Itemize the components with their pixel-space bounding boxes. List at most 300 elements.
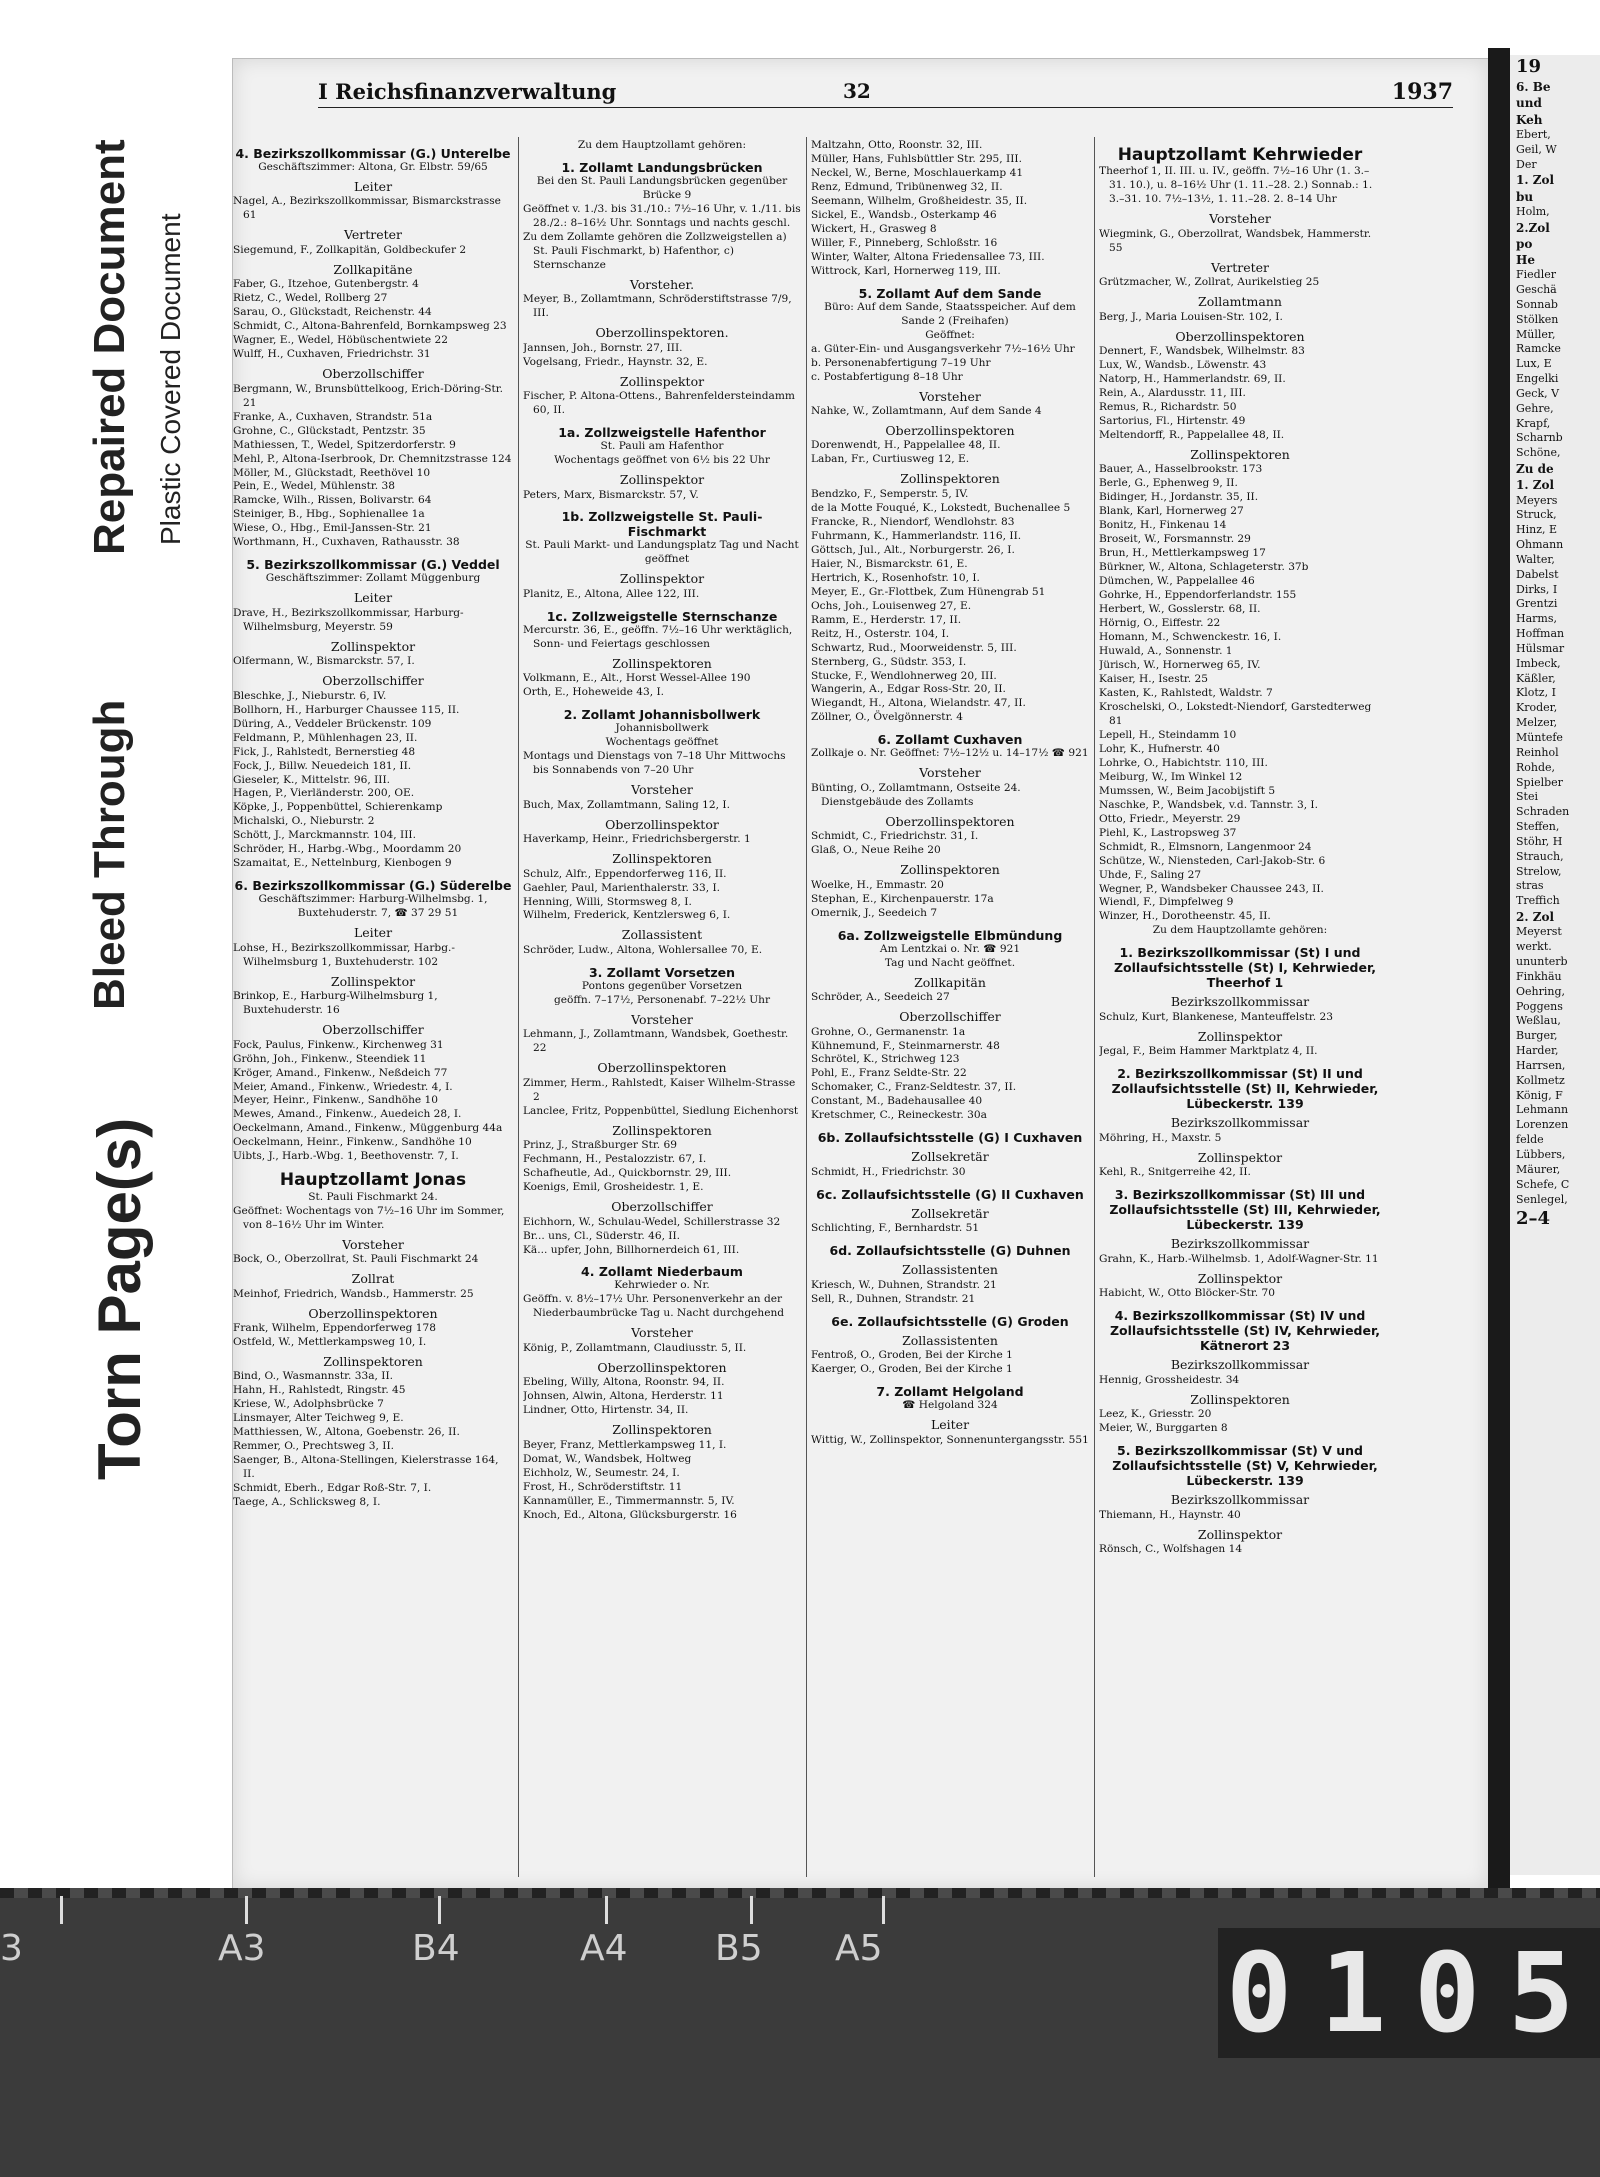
adjacent-page-text: Imbeck,	[1516, 656, 1561, 670]
directory-entry: Fechmann, H., Pestalozzistr. 67, I.	[523, 1153, 707, 1166]
directory-entry: Wickert, H., Grasweg 8	[811, 222, 937, 235]
office-info: geöffn. 7–17½, Personenabf. 7–22½ Uhr	[553, 993, 771, 1006]
office-info: Wochentags geöffnet von 6½ bis 22 Uhr	[554, 454, 770, 467]
role-heading: Zollinspektor	[619, 571, 705, 587]
directory-entry: Lehmann, J., Zollamtmann, Wandsbek, Goethestr. 22	[523, 1028, 789, 1055]
adjacent-page-text: Spielber	[1516, 775, 1563, 789]
role-heading: Vorsteher	[919, 388, 981, 404]
directory-entry: Zimmer, Herm., Rahlstedt, Kaiser Wilhelm-Strasse 2	[523, 1076, 796, 1103]
role-heading: Leiter	[930, 1417, 970, 1433]
role-heading: Zollinspektor	[619, 472, 705, 487]
directory-entry: Sarau, O., Glückstadt, Reichenstr. 44	[233, 306, 432, 319]
adjacent-page-text: po	[1516, 236, 1533, 251]
office-heading: 5. Bezirkszollkommissar (G.) Veddel	[246, 557, 500, 573]
directory-entry: Wagner, E., Wedel, Höbüschentwiete 22	[233, 334, 448, 347]
directory-entry: Bünting, O., Zollamtmann, Ostseite 24. Dienstgebäude des Zollamts	[811, 781, 1021, 808]
frame-counter	[1218, 1928, 1600, 2058]
office-info: Geschäftszimmer: Harburg-Wilhelmsbg. 1, Buxtehuderstr. 7, ☎ 37 29 51	[258, 893, 488, 920]
adjacent-page-text: Mäurer,	[1516, 1162, 1561, 1176]
directory-entry: Kriesch, W., Duhnen, Strandstr. 21	[811, 1278, 997, 1291]
role-heading: Oberzollinspektoren	[597, 1359, 727, 1375]
directory-entry: Düring, A., Veddeler Brückenstr. 109	[233, 717, 432, 730]
role-heading: Vertreter	[343, 227, 403, 243]
directory-entry: Nahke, W., Zollamtmann, Auf dem Sande 4	[811, 405, 1042, 417]
directory-entry: Laban, Fr., Curtiusweg 12, E.	[811, 453, 970, 466]
directory-entry: Grohne, O., Germanenstr. 1a	[811, 1025, 966, 1038]
adjacent-page-text: Ramcke	[1516, 342, 1561, 356]
directory-entry: Mathiessen, T., Wedel, Spitzerdorferstr. 9	[233, 438, 456, 451]
office-info: Bei den St. Pauli Landungsbrücken gegenüber Brücke 9	[536, 174, 788, 201]
adjacent-page-text: Grentzi	[1516, 597, 1558, 611]
directory-entry: Meyer, E., Gr.-Flottbek, Zum Hünengrab 51	[811, 585, 1046, 598]
column-divider	[806, 137, 807, 1877]
directory-entry: Bauer, A., Hasselbrookstr. 173	[1099, 463, 1263, 476]
office-heading: 1. Bezirkszollkommissar (St) I und Zollaufsichtsstelle (St) I, Kehrwieder, Theerhof 1	[1113, 945, 1377, 991]
directory-entry: Beyer, Franz, Mettlerkampsweg 11, I.	[523, 1438, 727, 1451]
adjacent-page-text: Ohmann	[1516, 538, 1564, 552]
directory-entry: Sell, R., Duhnen, Strandstr. 21	[811, 1292, 976, 1305]
film-label: B5	[715, 1928, 763, 1969]
directory-entry: Gohrke, H., Eppendorferlandstr. 155	[1099, 589, 1297, 602]
office-heading: 6c. Zollaufsichtsstelle (G) II Cuxhaven	[816, 1186, 1084, 1202]
directory-entry: Taege, A., Schlicksweg 8, I.	[233, 1496, 381, 1509]
role-heading: Zollkapitän	[914, 974, 986, 990]
directory-entry: Lohr, K., Hufnerstr. 40	[1099, 742, 1220, 755]
role-heading: Zollinspektoren	[323, 1353, 423, 1369]
column-divider	[518, 137, 519, 1877]
adjacent-page-text: 2. Zol	[1516, 910, 1555, 925]
directory-entry: Hennig, Grossheidestr. 34	[1099, 1373, 1240, 1386]
directory-entry: Schlichting, F., Bernhardstr. 51	[811, 1222, 980, 1235]
role-heading: Oberzollschiffer	[322, 673, 424, 689]
directory-entry: Leez, K., Griesstr. 20	[1099, 1408, 1212, 1421]
office-info: Kehrwieder o. Nr.	[614, 1279, 710, 1292]
adjacent-page-text: Scharnb	[1516, 431, 1563, 445]
role-heading: Oberzollschiffer	[322, 366, 424, 382]
directory-entry: Bind, O., Wasmannstr. 33a, II.	[233, 1370, 394, 1383]
office-info: Geschäftszimmer: Zollamt Müggenburg	[265, 572, 481, 585]
counter-digit: 0	[1226, 1929, 1293, 2057]
adjacent-page-text: 2–4	[1516, 1208, 1551, 1230]
office-heading: 1b. Zollzweigstelle St. Pauli-Fischmarkt	[561, 509, 763, 540]
directory-entry: Kaerger, O., Groden, Bei der Kirche 1	[811, 1363, 1013, 1376]
office-info: Geschäftszimmer: Altona, Gr. Elbstr. 59/65	[258, 161, 488, 173]
directory-entry: Orth, E., Hoheweide 43, I.	[523, 686, 665, 699]
role-heading: Zollinspektoren	[900, 471, 1000, 487]
directory-entry: c. Postabfertigung 8–18 Uhr	[811, 370, 963, 383]
adjacent-page-text: 1. Zol	[1516, 478, 1555, 493]
role-heading: Zollinspektoren	[612, 1122, 712, 1138]
adjacent-page-text: Hülsmar	[1516, 641, 1565, 655]
directory-entry: Stucke, F., Wendlohnerweg 20, III.	[811, 669, 997, 682]
directory-entry: Grützmacher, W., Zollrat, Aurikelstieg 25	[1099, 276, 1320, 289]
adjacent-page-text: Lübbers,	[1516, 1147, 1566, 1161]
directory-entry: Meyer, B., Zollamtmann, Schröderstiftstrasse 7/9, III.	[523, 293, 792, 320]
note-repaired-document: Repaired Document	[85, 139, 134, 555]
role-heading: Oberzollinspektoren	[885, 813, 1015, 829]
directory-entry: Herbert, W., Gosslerstr. 68, II.	[1099, 603, 1261, 616]
directory-entry: Kühnemund, F., Steinmarnerstr. 48	[811, 1039, 1000, 1052]
directory-entry: Wulff, H., Cuxhaven, Friedrichstr. 31	[233, 348, 431, 361]
directory-entry: Jannsen, Joh., Bornstr. 27, III.	[523, 341, 683, 354]
office-info: St. Pauli am Hafenthor	[600, 440, 724, 453]
adjacent-page-text: Keh	[1516, 112, 1543, 127]
office-heading: 3. Zollamt Vorsetzen	[588, 964, 736, 980]
adjacent-page-text: Weßlau,	[1516, 1014, 1561, 1028]
directory-entry: Nagel, A., Bezirkszollkommissar, Bismarckstrasse 61	[233, 195, 501, 222]
column-4	[1099, 139, 1381, 1869]
office-heading: 6. Bezirkszollkommissar (G.) Süderelbe	[234, 878, 512, 894]
office-info: ☎ Helgoland 324	[902, 1399, 998, 1412]
directory-entry: Homann, M., Schwenckestr. 16, I.	[1099, 631, 1282, 644]
film-label: A3	[218, 1928, 266, 1969]
directory-entry: Dorenwendt, H., Pappelallee 48, II.	[811, 439, 1001, 452]
directory-entry: Sartorius, Fl., Hirtenstr. 49	[1099, 415, 1246, 428]
directory-entry: Fentroß, O., Groden, Bei der Kirche 1	[811, 1349, 1013, 1362]
directory-entry: Haier, N., Bismarckstr. 61, E.	[811, 557, 968, 570]
directory-entry: Mewes, Amand., Finkenw., Auedeich 28, I.	[233, 1108, 462, 1121]
role-heading: Zollinspektoren	[900, 862, 1000, 878]
adjacent-page-text: Dirks, I	[1516, 582, 1558, 596]
directory-entry: Ramcke, Wilh., Rissen, Bolivarstr. 64	[233, 494, 432, 507]
directory-entry: Stephan, E., Kirchenpauerstr. 17a	[811, 892, 994, 905]
adjacent-page-text: Käßler,	[1516, 671, 1556, 685]
directory-entry: Michalski, O., Nieburstr. 2	[233, 815, 375, 828]
directory-entry: Schütze, W., Niensteden, Carl-Jakob-Str. 6	[1099, 854, 1326, 867]
directory-entry: Schulz, Alfr., Eppendorferweg 116, II.	[523, 867, 727, 880]
role-heading: Vorsteher	[342, 1236, 404, 1252]
role-heading: Zollrat	[351, 1271, 395, 1287]
office-heading: Hauptzollamt Kehrwieder	[1117, 145, 1363, 165]
role-heading: Zollinspektor	[330, 638, 416, 654]
directory-entry: Oeckelmann, Heinr., Finkenw., Sandhöhe 10	[233, 1136, 472, 1149]
directory-entry: Kaiser, H., Isestr. 25	[1099, 672, 1208, 685]
directory-entry: Hagen, P., Vierländerstr. 200, OE.	[233, 787, 415, 800]
directory-entry: Möller, M., Glückstadt, Reethövel 10	[233, 466, 431, 479]
role-heading: Bezirkszollkommissar	[1170, 1115, 1310, 1131]
directory-entry: Remmer, O., Prechtsweg 3, II.	[233, 1440, 395, 1453]
role-heading: Bezirkszollkommissar	[1170, 1236, 1310, 1252]
note-bleed-through: Bleed Through	[85, 699, 134, 1010]
directory-entry: Faber, G., Itzehoe, Gutenbergstr. 4	[233, 278, 419, 291]
adjacent-page-text: Poggens	[1516, 999, 1563, 1013]
directory-entry: Brinkop, E., Harburg-Wilhelmsburg 1, Buxtehuderstr. 16	[233, 990, 438, 1017]
adjacent-page-text: Oehring,	[1516, 984, 1566, 998]
adjacent-page-text: werkt.	[1516, 940, 1552, 954]
role-heading: Zollinspektor	[1197, 1270, 1283, 1286]
directory-entry: Montags und Dienstags von 7–18 Uhr Mittwochs bis Sonnabends von 7–20 Uhr	[523, 750, 786, 777]
page-header	[318, 79, 1453, 108]
role-heading: Vorsteher	[919, 765, 981, 781]
office-heading: 4. Zollamt Niederbaum	[581, 1264, 743, 1280]
adjacent-page-text: Gehre,	[1516, 401, 1554, 415]
directory-entry: Kannamüller, E., Timmermannstr. 5, IV.	[523, 1494, 735, 1507]
adjacent-page-text: Struck,	[1516, 508, 1557, 522]
role-heading: Zollinspektor	[1197, 1149, 1283, 1165]
directory-entry: Meyer, Heinr., Finkenw., Sandhöhe 10	[233, 1094, 439, 1107]
office-info: Tag und Nacht geöffnet.	[884, 956, 1016, 969]
directory-entry: Linsmayer, Alter Teichweg 9, E.	[233, 1412, 404, 1425]
adjacent-page-text: Dabelst	[1516, 567, 1559, 581]
role-heading: Zollkapitäne	[333, 261, 413, 277]
adjacent-page-text: Stei	[1516, 790, 1538, 804]
directory-entry: Berg, J., Maria Louisen-Str. 102, I.	[1099, 310, 1283, 323]
film-tick	[750, 1896, 753, 1924]
film-label: 3	[0, 1928, 23, 1969]
directory-entry: Rietz, C., Wedel, Rollberg 27	[233, 292, 388, 305]
film-tick	[438, 1896, 441, 1924]
directory-entry: Grahn, K., Harb.-Wilhelmsb. 1, Adolf-Wagner-Str. 11	[1099, 1252, 1379, 1265]
adjacent-page-text: Zu de	[1516, 462, 1554, 477]
directory-entry: Möhring, H., Maxstr. 5	[1099, 1131, 1222, 1144]
office-heading: 1c. Zollzweigstelle Sternschanze	[546, 608, 778, 624]
adjacent-page-text: Steffen,	[1516, 820, 1560, 834]
film-label: A5	[835, 1928, 883, 1969]
book-spine	[1488, 48, 1510, 1908]
directory-entry: Francke, R., Niendorf, Wendlohstr. 83	[811, 515, 1015, 528]
role-heading: Zollassistenten	[902, 1262, 998, 1278]
role-heading: Zollinspektor	[1197, 1028, 1283, 1044]
counter-digit: 1	[1320, 1929, 1387, 2057]
adjacent-page-text: Lux, E	[1516, 357, 1552, 371]
directory-entry: Wegner, P., Wandsbeker Chaussee 243, II.	[1099, 882, 1324, 895]
directory-entry: Fock, J., Billw. Neuedeich 181, II.	[233, 759, 412, 772]
directory-entry: Bollhorn, H., Harburger Chaussee 115, II.	[233, 703, 460, 716]
adjacent-page-text: Harrsen,	[1516, 1058, 1566, 1072]
directory-entry: Berle, G., Ephenweg 9, II.	[1099, 477, 1238, 490]
adjacent-page-text: Holm,	[1516, 204, 1550, 218]
adjacent-page-text: Kroder,	[1516, 701, 1558, 715]
office-heading: 4. Bezirkszollkommissar (G.) Unterelbe	[235, 146, 511, 161]
film-tick	[882, 1896, 885, 1924]
directory-entry: b. Personenabfertigung 7–19 Uhr	[811, 356, 991, 369]
film-perforation	[0, 1888, 1600, 1898]
role-heading: Oberzollinspektoren	[885, 422, 1015, 438]
role-heading: Oberzollschiffer	[611, 1199, 713, 1215]
adjacent-page-text: König, F	[1516, 1088, 1563, 1102]
adjacent-page-text: Schöne,	[1516, 446, 1561, 460]
directory-entry: Lindner, Otto, Hirtenstr. 34, II.	[523, 1404, 689, 1417]
directory-entry: Haverkamp, Heinr., Friedrichsbergerstr. 1	[523, 833, 751, 846]
directory-entry: Meier, W., Burggarten 8	[1099, 1422, 1228, 1435]
directory-entry: Steiniger, B., Hbg., Sophienallee 1a	[233, 508, 425, 521]
role-heading: Bezirkszollkommissar	[1170, 1357, 1310, 1373]
column-1	[233, 139, 513, 1869]
directory-entry: Pohl, E., Franz Seldte-Str. 22	[811, 1067, 967, 1080]
directory-entry: König, P., Zollamtmann, Claudiusstr. 5, II.	[523, 1341, 747, 1354]
film-tick	[245, 1896, 248, 1924]
directory-entry: Br... uns, Cl., Süderstr. 46, II.	[523, 1229, 681, 1242]
office-heading: 2. Bezirkszollkommissar (St) II und Zollaufsichtsstelle (St) II, Kehrwieder, Lübeckerstr. 139	[1111, 1066, 1379, 1112]
directory-entry: Schmidt, C., Altona-Bahrenfeld, Bornkampsweg 23	[233, 320, 507, 333]
office-info: Zu dem Hauptzollamt gehören:	[577, 139, 747, 151]
role-heading: Vorsteher	[1209, 211, 1271, 227]
directory-entry: Meltendorff, R., Pappelallee 48, II.	[1099, 428, 1285, 441]
directory-entry: Hertrich, K., Rosenhofstr. 10, I.	[811, 571, 980, 584]
directory-entry: Wiegmink, G., Oberzollrat, Wandsbek, Hammerstr. 55	[1099, 227, 1372, 254]
directory-entry: Geöffn. v. 8½–17½ Uhr. Personenverkehr an der Niederbaumbrücke Tag u. Nacht durchgehend	[523, 1293, 785, 1320]
office-info: Am Lentzkai o. Nr. ☎ 921	[879, 942, 1021, 955]
directory-entry: Fock, Paulus, Finkenw., Kirchenweg 31	[233, 1038, 444, 1051]
directory-entry: Schwartz, Rud., Moorweidenstr. 5, III.	[811, 641, 1017, 654]
directory-entry: Dümchen, W., Pappelallee 46	[1099, 575, 1255, 588]
directory-entry: Bock, O., Oberzollrat, St. Pauli Fischmarkt 24	[233, 1253, 479, 1266]
directory-entry: Kasten, K., Rahlstedt, Waldstr. 7	[1099, 686, 1273, 699]
directory-entry: Geöffnet v. 1./3. bis 31./10.: 7½–16 Uhr, v. 1./11. bis 28./2.: 8–16½ Uhr. Sonntags und nachts geschl.	[523, 202, 801, 229]
adjacent-page-text: Strauch,	[1516, 849, 1564, 863]
directory-entry: Grohne, C., Glückstadt, Pentzstr. 35	[233, 424, 426, 437]
directory-entry: Lanclee, Fritz, Poppenbüttel, Siedlung Eichenhorst	[523, 1104, 799, 1117]
adjacent-page-text: 6. Be	[1516, 80, 1551, 95]
directory-entry: Kroschelski, O., Lokstedt-Niendorf, Garstedterweg 81	[1099, 700, 1372, 727]
directory-entry: Wiendl, F., Dimpfelweg 9	[1099, 896, 1234, 909]
role-heading: Zollsekretär	[911, 1205, 989, 1221]
office-info: Wochentags geöffnet	[605, 736, 719, 749]
adjacent-page-text: Müntefe	[1516, 731, 1563, 745]
adjacent-page-text: Melzer,	[1516, 716, 1558, 730]
directory-entry: Remus, R., Richardstr. 50	[1099, 401, 1237, 414]
adjacent-page-text: Geck, V	[1516, 386, 1560, 400]
directory-entry: Bonitz, H., Finkenau 14	[1099, 519, 1227, 532]
page-number: 32	[843, 79, 871, 103]
directory-entry: Frost, H., Schröderstiftstr. 11	[523, 1480, 683, 1493]
directory-entry: Schrötel, K., Strichweg 123	[811, 1053, 960, 1066]
directory-entry: Mumssen, W., Beim Jacobijstift 5	[1099, 784, 1276, 797]
directory-entry: Fischer, P. Altona-Ottens., Bahrenfeldersteindamm 60, II.	[523, 390, 795, 417]
office-info: Pontons gegenüber Vorsetzen	[581, 979, 743, 992]
counter-digit: 0	[1414, 1929, 1481, 2057]
directory-entry: Göttsch, Jul., Alt., Norburgerstr. 26, I.	[811, 543, 1015, 556]
directory-entry: Uibts, J., Harb.-Wbg. 1, Beethovenstr. 7, I.	[233, 1150, 459, 1163]
directory-entry: Eichholz, W., Seumestr. 24, I.	[523, 1466, 680, 1479]
directory-entry: Bleschke, J., Nieburstr. 6, IV.	[233, 689, 387, 702]
directory-entry: Olfermann, W., Bismarckstr. 57, I.	[233, 655, 415, 668]
adjacent-page-text: und	[1516, 96, 1542, 111]
directory-entry: Glaß, O., Neue Reihe 20	[811, 844, 941, 857]
directory-entry: Wittig, W., Zollinspektor, Sonnenuntergangsstr. 551	[811, 1433, 1089, 1446]
directory-entry: Sickel, E., Wandsb., Osterkamp 46	[811, 208, 997, 221]
office-heading: Hauptzollamt Jonas	[279, 1170, 467, 1191]
directory-entry: Dennert, F., Wandsbek, Wilhelmstr. 83	[1099, 345, 1305, 358]
directory-entry: Reitz, H., Osterstr. 104, I.	[811, 627, 950, 640]
adjacent-page-text: Geschä	[1516, 283, 1557, 297]
directory-entry: de la Motte Fouqué, K., Lokstedt, Buchenallee 5	[811, 501, 1071, 514]
directory-entry: Seemann, Wilhelm, Großheidestr. 35, II.	[811, 194, 1028, 207]
directory-entry: Szamaitat, E., Nettelnburg, Kienbogen 9	[233, 857, 452, 870]
directory-entry: Jegal, F., Beim Hammer Marktplatz 4, II.	[1099, 1045, 1318, 1058]
directory-entry: Lux, W., Wandsb., Löwenstr. 43	[1099, 359, 1267, 372]
directory-entry: Ebeling, Willy, Altona, Roonstr. 94, II.	[523, 1376, 725, 1389]
adjacent-page-text: Klotz, I	[1516, 686, 1556, 700]
role-heading: Oberzollschiffer	[899, 1009, 1001, 1025]
directory-entry: Rönsch, C., Wolfshagen 14	[1099, 1543, 1243, 1556]
directory-entry: Zu dem Zollamte gehören die Zollzweigstellen a) St. Pauli Fischmarkt, b) Hafenthor, c) Sternschanze	[523, 230, 787, 271]
office-heading: 6b. Zollaufsichtsstelle (G) I Cuxhaven	[817, 1130, 1083, 1146]
film-label: A4	[580, 1928, 628, 1969]
directory-entry: Winzer, H., Dorotheenstr. 45, II.	[1099, 910, 1271, 923]
adjacent-page-fragment	[1510, 55, 1600, 1875]
adjacent-page-text: Müller,	[1516, 327, 1556, 341]
directory-entry: Huwald, A., Sonnenstr. 1	[1099, 645, 1233, 658]
role-heading: Vorsteher	[631, 782, 693, 798]
directory-entry: Schomaker, C., Franz-Seldtestr. 37, II.	[811, 1081, 1017, 1094]
directory-entry: Kä... upfer, John, Billhornerdeich 61, III.	[523, 1243, 740, 1256]
directory-entry: Kretschmer, C., Reineckestr. 30a	[811, 1109, 987, 1122]
directory-entry: Natorp, H., Hammerlandstr. 69, II.	[1099, 373, 1286, 386]
directory-entry: Knoch, Ed., Altona, Glücksburgerstr. 16	[523, 1508, 737, 1521]
directory-entry: Bergmann, W., Brunsbüttelkoog, Erich-Döring-Str. 21	[233, 382, 503, 409]
role-heading: Oberzollinspektoren.	[595, 325, 729, 341]
directory-entry: Ostfeld, W., Mettlerkampsweg 10, I.	[233, 1336, 427, 1349]
role-heading: Bezirkszollkommissar	[1170, 1492, 1310, 1508]
office-info: St. Pauli Fischmarkt 24.	[308, 1190, 438, 1203]
role-heading: Oberzollschiffer	[322, 1022, 424, 1038]
adjacent-page-text: ununterb	[1516, 955, 1568, 969]
directory-entry: Meinhof, Friedrich, Wandsb., Hammerstr. 25	[233, 1287, 474, 1300]
adjacent-page-text: Reinhol	[1516, 745, 1559, 759]
directory-entry: Wangerin, A., Edgar Ross-Str. 20, II.	[811, 683, 1006, 696]
adjacent-page-text: Geil, W	[1516, 142, 1557, 156]
directory-entry: Eichhorn, W., Schulau-Wedel, Schillerstrasse 32	[523, 1215, 781, 1228]
office-info: Büro: Auf dem Sande, Staatsspeicher. Auf dem Sande 2 (Freihafen)	[824, 300, 1076, 327]
role-heading: Zollsekretär	[911, 1149, 989, 1165]
directory-entry: Wiegandt, H., Altona, Wielandstr. 47, II.	[811, 697, 1026, 710]
note-plastic-covered: Plastic Covered Document	[155, 213, 186, 545]
directory-entry: Willer, F., Pinneberg, Schloßstr. 16	[811, 236, 998, 249]
adjacent-page-text: Strelow,	[1516, 864, 1562, 878]
adjacent-page-text: stras	[1516, 879, 1544, 893]
directory-entry: Henning, Willi, Stormsweg 8, I.	[523, 895, 692, 908]
role-heading: Leiter	[353, 925, 393, 941]
directory-entry: Hörnig, O., Eiffestr. 22	[1099, 617, 1221, 630]
office-heading: 5. Zollamt Auf dem Sande	[858, 285, 1042, 301]
column-3	[811, 139, 1089, 1869]
directory-entry: Habicht, W., Otto Blöcker-Str. 70	[1099, 1287, 1276, 1300]
directory-entry: Woelke, H., Emmastr. 20	[811, 878, 944, 891]
role-heading: Leiter	[353, 590, 393, 606]
directory-entry: Schmidt, C., Friedrichstr. 31, I.	[811, 830, 979, 843]
directory-entry: Bidinger, H., Jordanstr. 35, II.	[1099, 491, 1259, 504]
adjacent-page-text: Senlegel,	[1516, 1192, 1568, 1206]
directory-entry: Theerhof 1, II. III. u. IV., geöffn. 7½–16 Uhr (1. 3.–31. 10.), u. 8–16½ Uhr (1. 11.–28. 2.) Sonnab.: 1. 3.–31. 10. 7½–13½, 1. 11.–28. 2. 8–14 Uhr	[1099, 165, 1373, 206]
adjacent-page-text: Sonnab	[1516, 297, 1558, 311]
adjacent-page-text: Finkhäu	[1516, 969, 1562, 983]
directory-entry: Lepell, H., Steindamm 10	[1099, 728, 1237, 741]
adjacent-page-text: bu	[1516, 189, 1534, 204]
role-heading: Oberzollinspektoren	[308, 1305, 438, 1321]
office-heading: 3. Bezirkszollkommissar (St) III und Zollaufsichtsstelle (St) III, Kehrwieder, Lübeckerstr. 139	[1109, 1187, 1381, 1233]
office-heading: 2. Zollamt Johannisbollwerk	[563, 707, 761, 723]
directory-entry: Bendzko, F., Semperstr. 5, IV.	[811, 487, 969, 500]
role-heading: Vorsteher	[631, 1011, 693, 1027]
directory-entry: Gröhn, Joh., Finkenw., Steendiek 11	[233, 1052, 427, 1065]
archive-notes	[0, 0, 230, 1560]
directory-entry: Wiese, O., Hbg., Emil-Janssen-Str. 21	[233, 522, 432, 535]
directory-entry: Broseit, W., Forsmannstr. 29	[1099, 533, 1251, 546]
role-heading: Zollamtmann	[1198, 294, 1282, 310]
role-heading: Zollinspektoren	[612, 655, 712, 671]
directory-entry: Gaehler, Paul, Marienthalerstr. 33, I.	[523, 881, 720, 894]
directory-entry: Zollkaje o. Nr. Geöffnet: 7½–12½ u. 14–17½ ☎ 921	[811, 747, 1089, 760]
directory-entry: Mehl, P., Altona-Iserbrook, Dr. Chemnitzstrasse 124	[233, 452, 512, 465]
directory-entry: Schmidt, R., Elmsnorn, Langenmoor 24	[1099, 840, 1312, 853]
directory-entry: Schulz, Kurt, Blankenese, Manteuffelstr. 23	[1099, 1010, 1333, 1023]
office-heading: 6d. Zollaufsichtsstelle (G) Duhnen	[829, 1243, 1071, 1259]
header-year: 1937	[1391, 79, 1453, 105]
directory-entry: Meier, Amand., Finkenw., Wriedestr. 4, I.	[233, 1080, 453, 1093]
directory-entry: Worthmann, H., Cuxhaven, Rathausstr. 38	[233, 536, 460, 549]
office-info: Geöffnet:	[925, 328, 975, 341]
